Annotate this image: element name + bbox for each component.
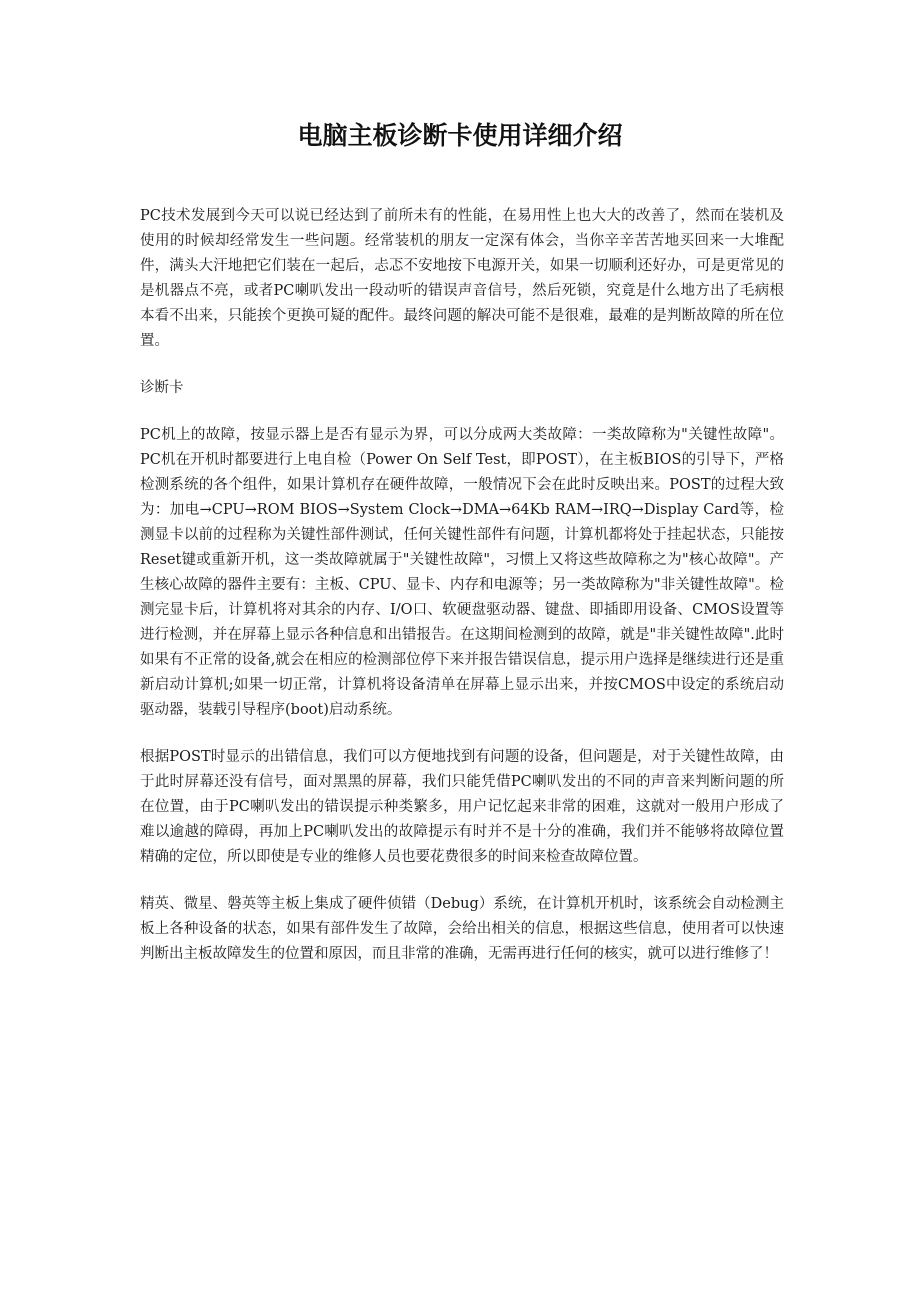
paragraph-fault-types: PC机上的故障，按显示器上是否有显示为界，可以分成两大类故障：一类故障称为"关键性故障"。PC机在开机时都要进行上电自检（Power On Self Test，即POST），在主板BIOS的引导下，严格检测系统的各个组件，如果计算机存在硬件故障，一般情况下会在此时反映出来。POST的过程大致为：加电→CPU→ROM BIOS→System Clock→DMA→64Kb RAM→IRQ→Display Card等，检测显卡以前的过程称为关键性部件测试，任何关键性部件有问题，计算机都将处于挂起状态，只能按Reset键或重新开机，这一类故障就属于"关键性故障"，习惯上又将这些故障称之为"核心故障"。产生核心故障的器件主要有：主板、CPU、显卡、内存和电源等；另一类故障称为"非关键性故障"。检测完显卡后，计算机将对其余的内存、I/O口、软硬盘驱动器、键盘、即插即用设备、CMOS设置等进行检测，并在屏幕上显示各种信息和出错报告。在这期间检测到的故障，就是"非关键性故障".此时如果有不正常的设备,就会在相应的检测部位停下来并报告错误信息，提示用户选择是继续进行还是重新启动计算机;如果一切正常，计算机将设备清单在屏幕上显示出来，并按CMOS中设定的系统启动驱动器，装载引导程序(boot)启动系统。 [140,427,784,718]
paragraph-post-errors: 根据POST时显示的出错信息，我们可以方便地找到有问题的设备，但问题是，对于关键性故障，由于此时屏幕还没有信号，面对黑黑的屏幕，我们只能凭借PC喇叭发出的不同的声音来判断问题的所在位置，由于PC喇叭发出的错误提示种类繁多，用户记忆起来非常的困难，这就对一般用户形成了难以逾越的障碍，再加上PC喇叭发出的故障提示有时并不是十分的准确，我们并不能够将故障位置精确的定位，所以即使是专业的维修人员也要花费很多的时间来检查故障位置。 [140,749,784,865]
paragraph-intro: PC技术发展到今天可以说已经达到了前所未有的性能，在易用性上也大大的改善了，然而在装机及使用的时候却经常发生一些问题。经常装机的朋友一定深有体会，当你辛辛苦苦地买回来一大堆配件，满头大汗地把它们装在一起后，忐忑不安地按下电源开关，如果一切顺利还好办，可是更常见的是机器点不亮，或者PC喇叭发出一段动听的错误声音信号，然后死锁，究竟是什么地方出了毛病根本看不出来，只能挨个更换可疑的配件。最终问题的解决可能不是很难，最难的是判断故障的所在位置。 [140,208,784,349]
document-title: 电脑主板诊断卡使用详细介绍 [297,121,623,150]
document-body [140,204,784,989]
paragraph-debug-system: 精英、微星、磐英等主板上集成了硬件侦错（Debug）系统，在计算机开机时，该系统会自动检测主板上各种设备的状态，如果有部件发生了故障，会给出相关的信息，根据这些信息，使用者可以快速判断出主板故障发生的位置和原因，而且非常的准确，无需再进行任何的核实，就可以进行维修了！ [140,896,784,962]
section-heading-diagnostic-card: 诊断卡 [140,380,184,396]
